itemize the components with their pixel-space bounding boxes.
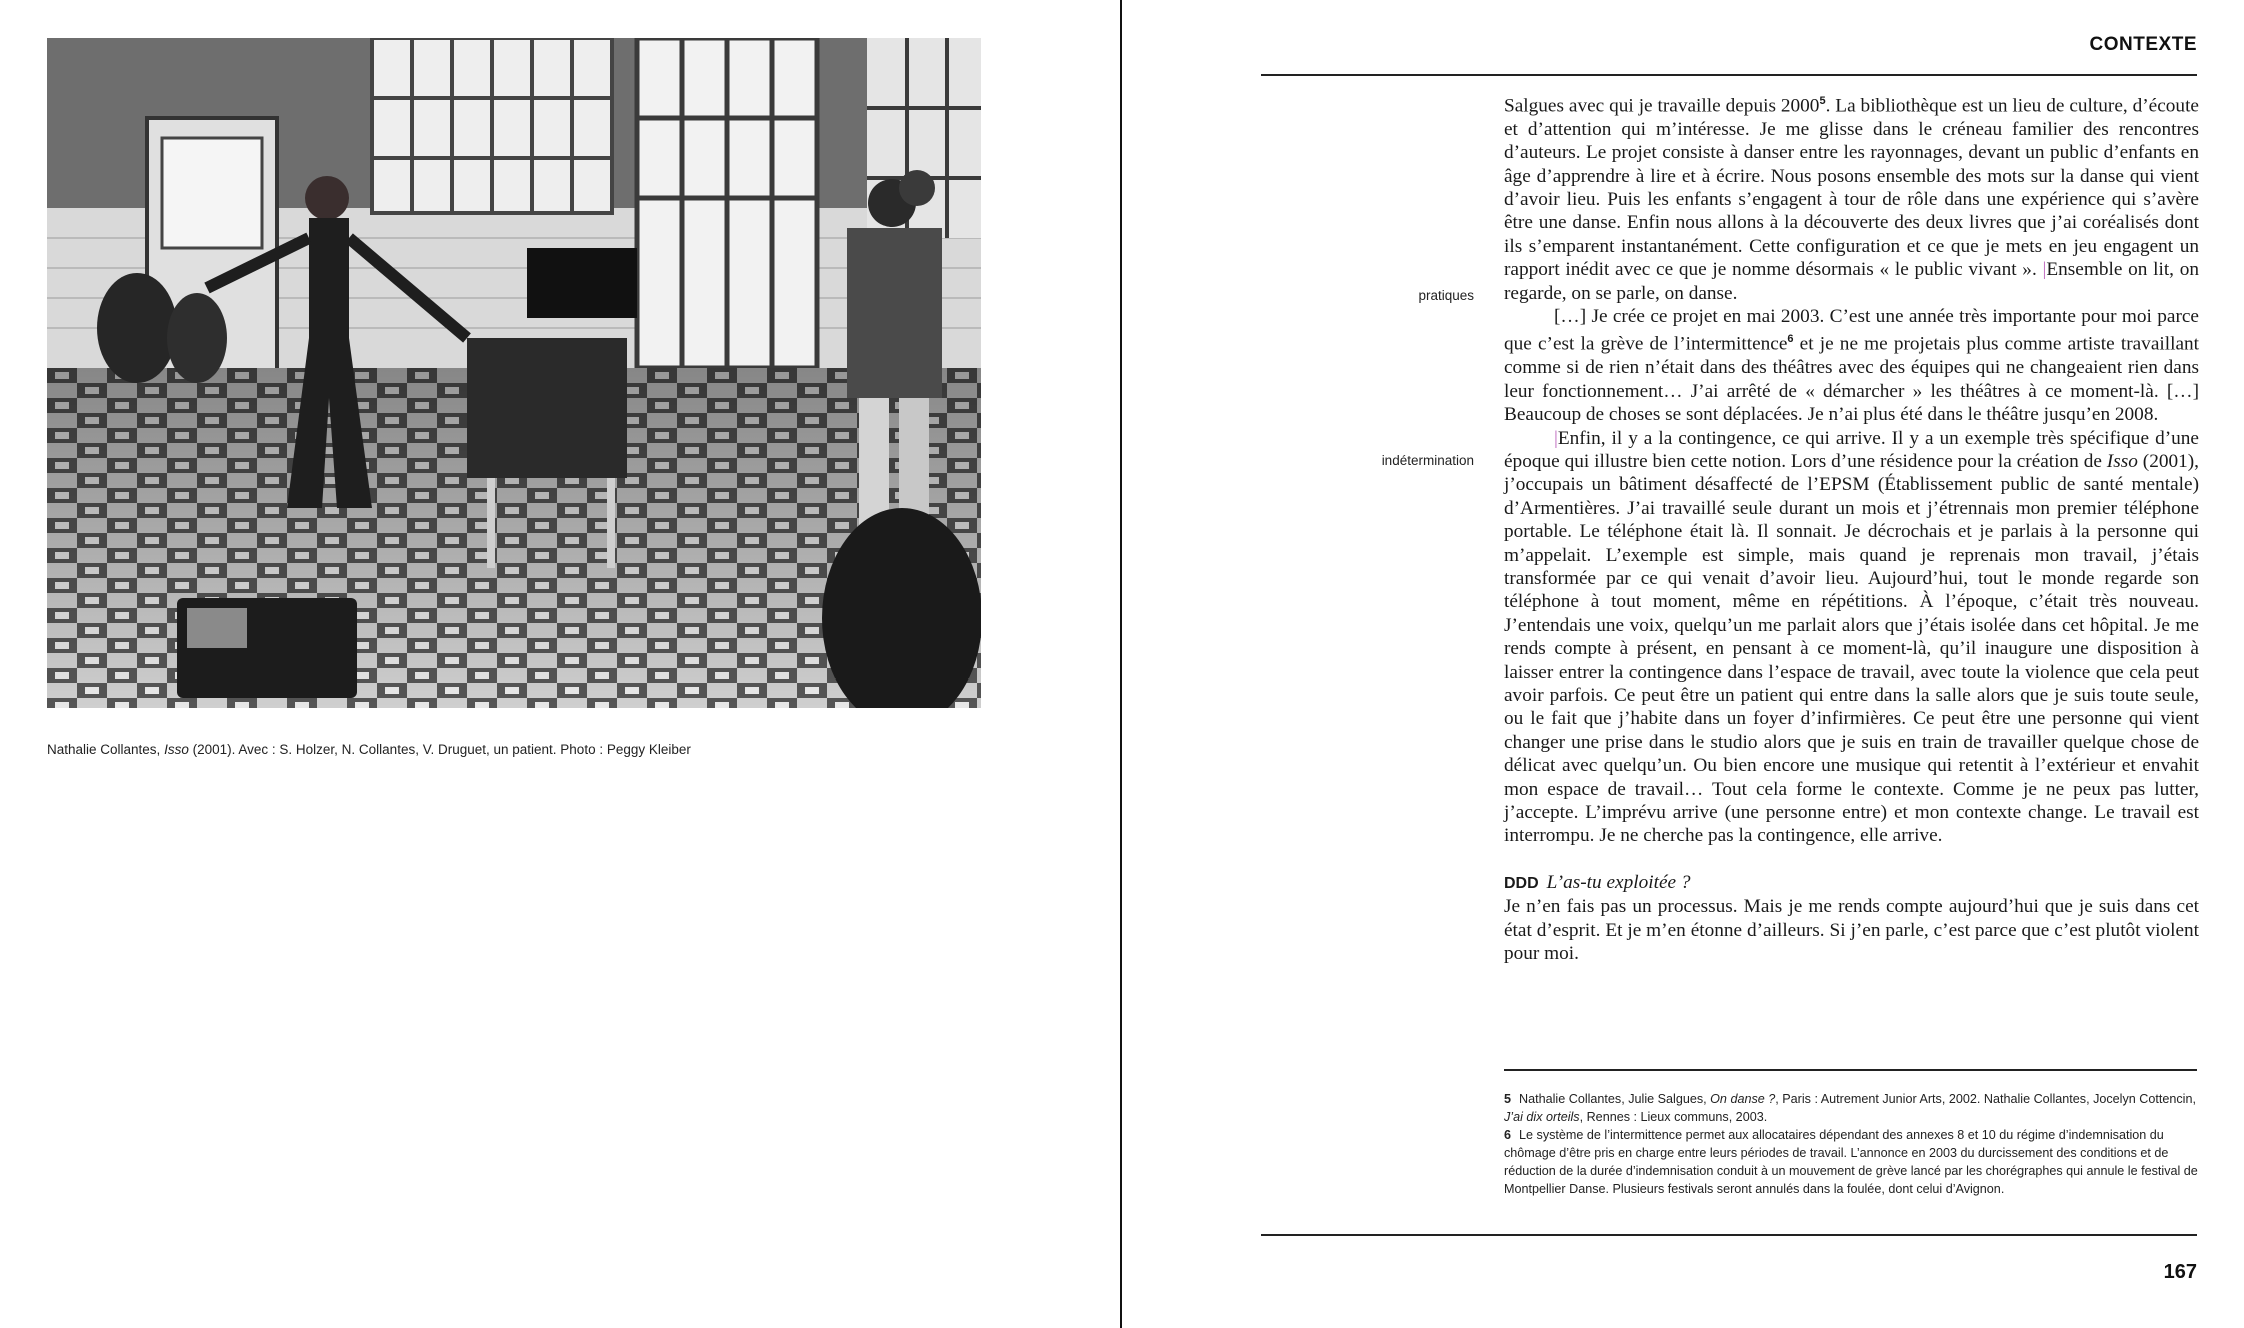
footnote-5-text: Nathalie Collantes, Julie Salgues,: [1519, 1092, 1711, 1106]
photo-illustration: [47, 38, 981, 708]
footnote-number: 5: [1504, 1092, 1512, 1106]
footnote-5: [1504, 1090, 2199, 1126]
paragraph-3-text: Enfin, il y a la contingence, ce qui arrive. Il y a un exemple très spécifique d’une époque qui illustre bien cette notion. Lors d’une résidence pour la création de: [1504, 427, 2199, 472]
margin-marker: |: [1554, 427, 1558, 449]
main-text: [1504, 90, 2199, 965]
page-number: 167: [2163, 1261, 2197, 1283]
footnote-ref-5[interactable]: 5: [1819, 95, 1826, 107]
footnote-6-text: Le système de l’intermittence permet aux allocataires dépendant des annexes 8 et 10 du régime d’indemnisation du chômage d’être pris en charge entre leurs périodes de travail. L’annonce en 2003 du durcissement des conditions et de réduction de la durée d’indemnisation conduit à un mouvement de grève lancé par les chorégraphes qui annule le festival de Montpellier Danse. Plusieurs festivals seront annulés dans la foulée, dont celui d’Avignon.: [1504, 1128, 2198, 1196]
paragraph-1-text-end: Ensemble on lit, on regarde, on se parle, on danse.: [1504, 259, 2199, 304]
paragraph-1: [1504, 90, 2199, 305]
footnote-5-book-title: On danse ?: [1710, 1092, 1776, 1106]
paragraph-1-text: Salgues avec qui je travaille depuis 2000: [1504, 95, 1820, 117]
photo-caption: [47, 742, 1047, 757]
footnote-6: [1504, 1126, 2199, 1198]
footnote-rule: [1504, 1069, 2197, 1071]
caption-text-end: (2001). Avec : S. Holzer, N. Collantes, V. Druguet, un patient. Photo : Peggy Kleiber: [188, 742, 691, 757]
margin-note-pratiques: pratiques: [1418, 288, 1474, 303]
footnotes: [1504, 1090, 2199, 1198]
interview-answer: Je n’en fais pas un processus. Mais je me rends compte aujourd’hui que je suis dans cet état d’esprit. Et je m’en étonne d’ailleurs. Si j’en parle, c’est parce que c’est plutôt violent pour moi.: [1504, 896, 2199, 965]
caption-text-start: Nathalie Collantes,: [47, 742, 165, 757]
footnote-ref-6[interactable]: 6: [1787, 333, 1794, 346]
paragraph-1-text-cont: . La bibliothèque est un lieu de culture, d’écoute et d’attention qui m’intéresse. Je me glisse dans le créneau familier des rencontres d’auteurs. Le projet consiste à danser entre les rayonnages, devant un public d’enfants en âge d’apprendre à lire et à écrire. Nous posons ensemble des mots sur la danse qui vient d’avoir lieu. Puis les enfants s’engagent à tour de rôle dans une expérience qui s’avère être une danse. Enfin nous allons à la découverte des deux livres que j’ai coréalisés dont ils s’emparent instantanément. Cette configuration et ce que je mets en jeu engagent un rapport inédit avec ce que je nomme désormais « le public vivant ».: [1504, 95, 2199, 281]
paragraph-spacer: [1504, 848, 2199, 871]
rehearsal-photo: [47, 38, 981, 708]
interview-question: [1504, 871, 2199, 895]
paragraph-2-text-cont: et je ne me projetais plus comme artiste travaillant comme si de rien n’était dans des théâtres avec des équipes qui ne changeaient rien dans leur fonctionnement… J’ai arrêté de « démarcher » les théâtres à ce moment-là. […] Beaucoup de choses se sont déplacées. Je n’ai plus été dans le théâtre jusqu’en 2008.: [1504, 333, 2199, 426]
paragraph-3-text-cont: (2001), j’occupais un bâtiment désaffecté de l’EPSM (Établissement public de santé mentale) d’Armentières. J’ai travaillé seule durant un mois et j’étrennais mon premier téléphone portable. Le téléphone était là. Il sonnait. Je décrochais et je parlais à la personne qui m’appelait. L’exemple est simple, mais quand je reprenais mon travail, j’étais transformée par ce qui venait d’avoir lieu. Aujourd’hui, tout le monde regarde son téléphone à tout moment, même en répétitions. À l’époque, c’était très nouveau. J’entendais une voix, quelqu’un me parlait alors que j’étais isolée dans cet hôpital. Je me rends compte à présent, en pensant à ce moment-là, qu’il inaugure une disposition à laisser entrer la contingence dans l’espace de travail, avec toute la violence que cela peut avoir parfois. Ce peut être un patient qui entre dans la salle alors que je suis toute seule, ou le fait que j’habite dans un foyer d’infirmières. Ce peut être une personne qui vient changer une prise dans le studio alors que je suis en train de travailler quelque chose de délicat avec quelqu’un. Ou bien encore une musique qui retentit à l’extérieur et envahit mon espace de travail… Tout cela forme le contexte. Comme je ne peux pas lutter, j’accepte. L’imprévu arrive (une personne entre) et mon contexte change. Le travail est interrompu. Je ne cherche pas la contingence, elle arrive.: [1504, 450, 2199, 847]
page-gutter: [1120, 0, 1122, 1328]
footnote-number: 6: [1504, 1128, 1512, 1142]
speaker-label: DDD: [1504, 874, 1539, 892]
paragraph-3: [1504, 427, 2199, 848]
footnote-5-book-title-2: J’ai dix orteils: [1504, 1110, 1580, 1124]
question-text: L’as-tu exploitée ?: [1546, 871, 1691, 893]
footnote-5-text-cont: , Paris : Autrement Junior Arts, 2002. Nathalie Collantes, Jocelyn Cottencin,: [1775, 1092, 2196, 1106]
paragraph-2-text: […] Je crée ce projet en mai 2003. C’est une année très importante pour moi parce que c’est la grève de l’intermittence: [1504, 306, 2199, 355]
margin-marker: |: [2042, 259, 2047, 281]
footnote-5-text-end: , Rennes : Lieux communs, 2003.: [1579, 1110, 1768, 1124]
paragraph-3-work-title: Isso: [2106, 450, 2138, 472]
footer-rule: [1261, 1234, 2197, 1236]
margin-note-indetermination: indétermination: [1381, 453, 1474, 468]
header-rule: [1261, 74, 2197, 76]
paragraph-2: [1504, 305, 2199, 426]
section-header: CONTEXTE: [2089, 34, 2197, 55]
caption-work-title: Isso: [164, 742, 189, 757]
